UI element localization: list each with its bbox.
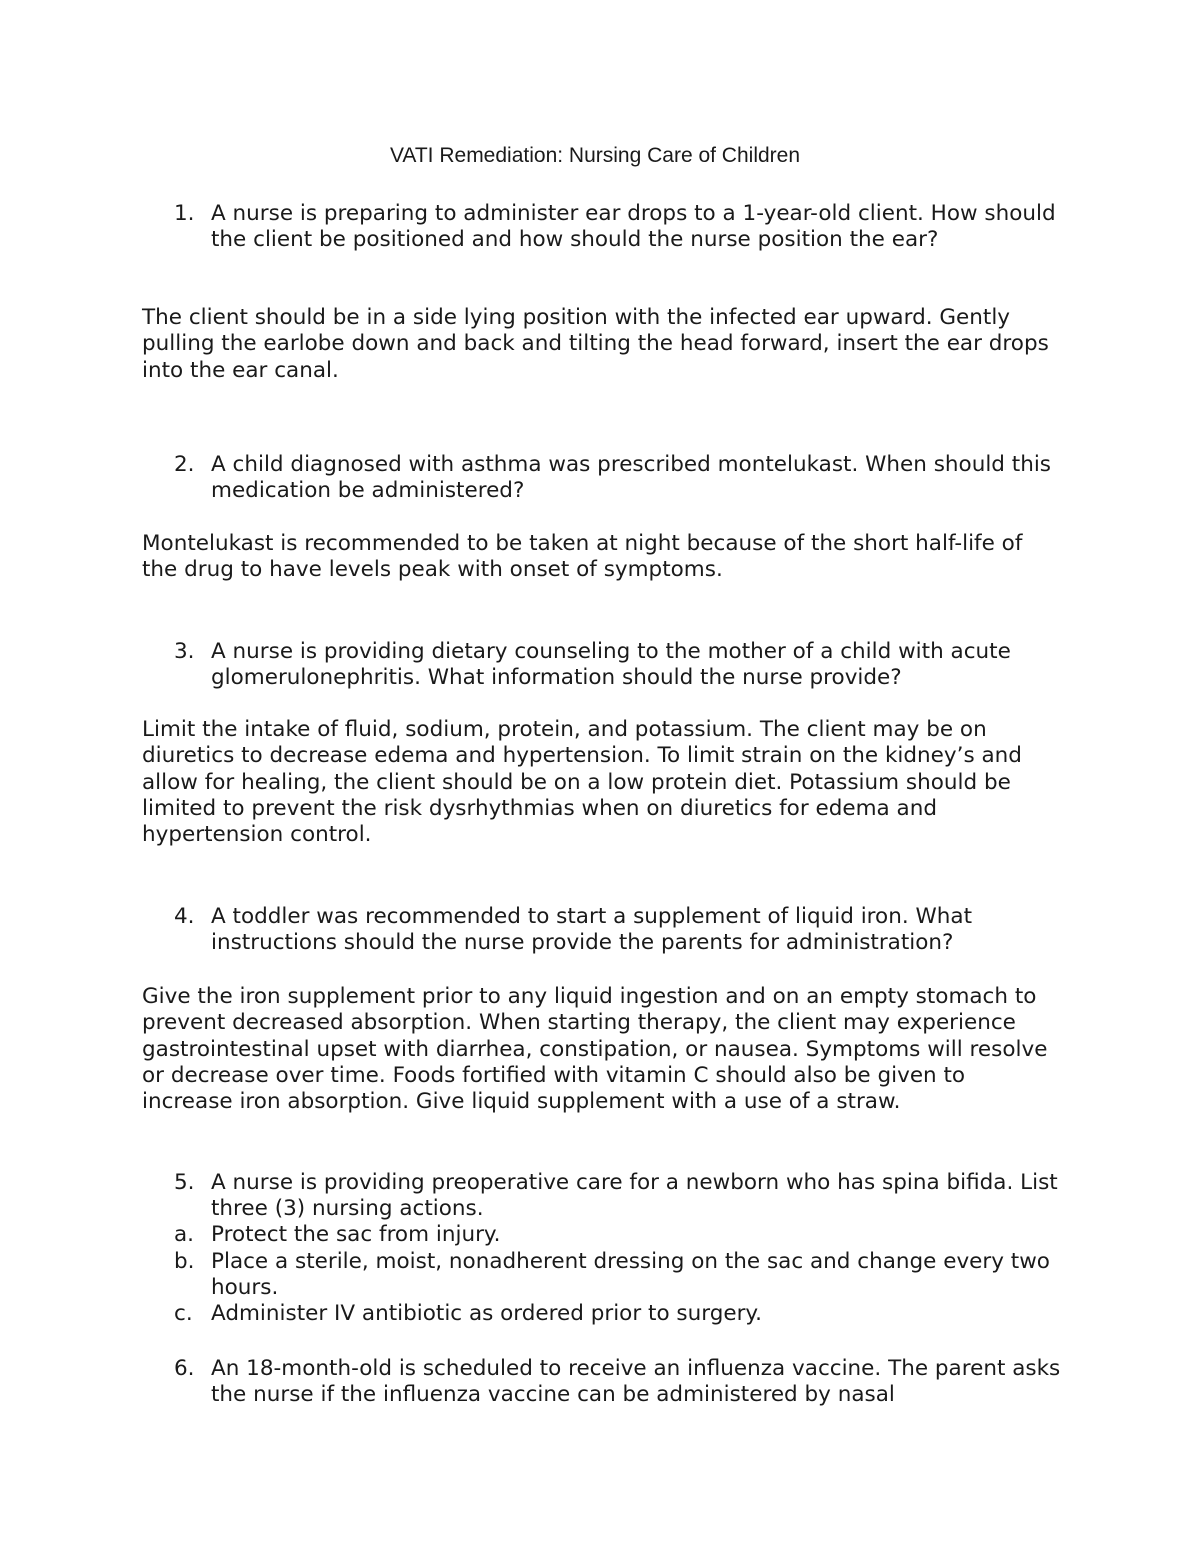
question-text: A nurse is providing preoperative care for a newborn who has spina bifida. List three (3) nursing actions. (211, 1170, 1058, 1222)
subitem-label: a. (174, 1222, 195, 1247)
answer-4: Give the iron supplement prior to any liquid ingestion and on an empty stomach to prevent decreased absorption. When starting therapy, the client may experience gastrointestinal upset with diarrhea, constipation, or nausea. Symptoms will resolve or decrease over time. Foods fortified with vitamin C should also be given to increase iron absorption. Give liquid supplement with a use of a straw. (142, 984, 1048, 1115)
question-number: 3. (174, 639, 195, 664)
question-text: A nurse is providing dietary counseling to the mother of a child with acute glomerulonephritis. What information should the nurse provide? (211, 639, 1011, 691)
question-number: 1. (174, 201, 195, 226)
document-title: VATI Remediation: Nursing Care of Children (389, 144, 801, 167)
subitem-text: Place a sterile, moist, nonadherent dressing on the sac and change every two hours. (211, 1249, 1050, 1301)
answer-1: The client should be in a side lying position with the infected ear upward. Gently pulling the earlobe down and back and tilting the head forward, insert the ear drops into the ear canal. (142, 305, 1049, 383)
question-number: 4. (174, 904, 195, 929)
question-text: A nurse is preparing to administer ear drops to a 1-year-old client. How should the client be positioned and how should the nurse position the ear? (211, 201, 1056, 253)
subitem-text: Administer IV antibiotic as ordered prior to surgery. (211, 1301, 762, 1326)
answer-3: Limit the intake of fluid, sodium, protein, and potassium. The client may be on diuretics to decrease edema and hypertension. To limit strain on the kidney’s and allow for healing, the client should be on a low protein diet. Potassium should be limited to prevent the risk dysrhythmias when on diuretics for edema and hypertension control. (142, 717, 1022, 848)
question-number: 2. (174, 452, 195, 477)
question-number: 6. (174, 1356, 195, 1381)
question-number: 5. (174, 1170, 195, 1195)
question-text: A toddler was recommended to start a supplement of liquid iron. What instructions should the nurse provide the parents for administration? (211, 904, 972, 956)
subitem-label: c. (174, 1301, 193, 1326)
subitem-text: Protect the sac from injury. (211, 1222, 501, 1247)
answer-2: Montelukast is recommended to be taken at night because of the short half-life of the drug to have levels peak with onset of symptoms. (142, 531, 1023, 583)
question-text: An 18-month-old is scheduled to receive an influenza vaccine. The parent asks the nurse if the influenza vaccine can be administered by nasal (211, 1356, 1061, 1408)
question-text: A child diagnosed with asthma was prescribed montelukast. When should this medication be administered? (211, 452, 1052, 504)
subitem-label: b. (174, 1249, 195, 1274)
